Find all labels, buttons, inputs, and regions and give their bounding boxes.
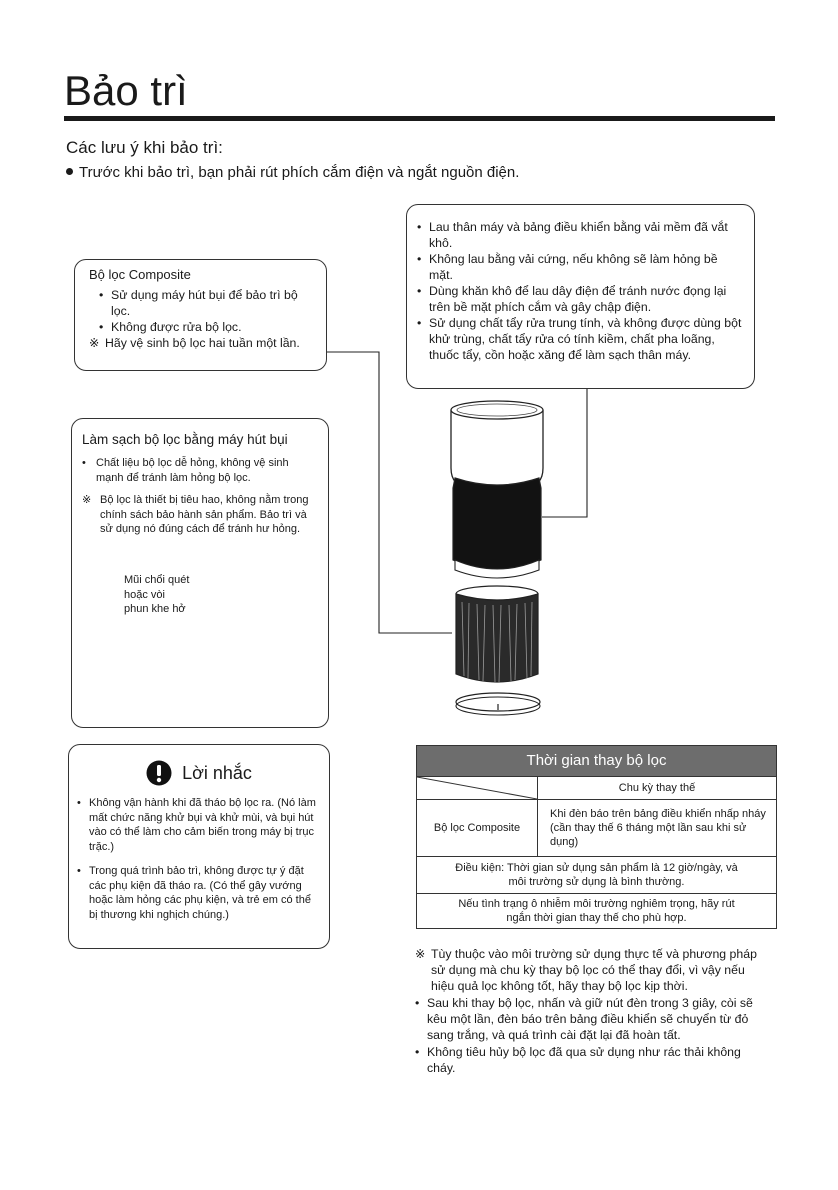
caption-line: hoặc vòi [124,588,165,601]
note-item: ※ Bộ lọc là thiết bị tiêu hao, không nằm trong chính sách bảo hành sản phẩm. Bảo trì và sử dụng nó đúng cách để tránh hư hỏng. [82,493,318,537]
vacuum-cleaning-title: Làm sạch bộ lọc bằng máy hút bụi [82,432,288,447]
list-item: • Trong quá trình bảo trì, không được tự ý đặt các phụ kiện đã tháo ra. (Có thể gây vướng hoặc làm hỏng các phụ kiện, và trẻ em có thể bị thương khi nghịch chúng.) [77,864,319,922]
body-care-box [406,204,755,389]
list-item: • Không lau bằng vải cứng, nếu không sẽ làm hỏng bề mặt. [417,251,742,283]
vacuum-cleaning-box [71,418,329,728]
composite-filter-box [74,259,327,371]
list-item: • Không tiêu hủy bộ lọc đã qua sử dụng như rác thải không cháy. [415,1044,760,1076]
filter-replacement-table [416,745,777,929]
brush-nozzle-caption [124,573,189,617]
intro-bullet-text: Trước khi bảo trì, bạn phải rút phích cắm điện và ngắt nguồn điện. [79,164,520,181]
list-item: • Sau khi thay bộ lọc, nhấn và giữ nút đèn trong 3 giây, còi sẽ kêu một lần, đèn báo trên bảng điều khiển sẽ chuyển từ đỏ sang trắng, và quá trình cài đặt lại đã hoàn tất. [415,995,760,1043]
maintenance-subheading: Các lưu ý khi bảo trì: [66,138,223,157]
body-connector-line [542,389,587,517]
exclamation-icon [146,760,172,786]
caption-line: Mũi chổi quét [124,574,190,586]
table-corner-cell [417,777,538,800]
note-item: ※ Tùy thuộc vào môi trường sử dụng thực tế và phương pháp sử dụng mà chu kỳ thay bộ lọc có thể thay đổi, vì vậy nếu hiệu quả lọc không tốt, hãy thay bộ lọc kịp thời. [415,946,760,994]
table-row-value: Khi đèn báo trên bảng điều khiển nhấp nháy (cần thay thế 6 tháng một lần sau khi sử dụng) [538,800,777,857]
table-condition: Điều kiện: Thời gian sử dụng sản phẩm là 12 giờ/ngày, và môi trường sử dụng là bình thường. [417,857,777,894]
diagonal-line [417,777,537,799]
list-item: • Không được rửa bộ lọc. [99,319,316,335]
reminder-header [69,759,329,787]
table-row-label: Bộ lọc Composite [417,800,538,857]
table-title: Thời gian thay bộ lọc [417,746,777,777]
composite-filter-title: Bộ lọc Composite [89,267,191,282]
body-care-list [417,219,742,363]
filter-base-ring [456,693,540,715]
list-item: • Lau thân máy và bảng điều khiển bằng vải mềm đã vắt khô. [417,219,742,251]
table-advice: Nếu tình trạng ô nhiễm môi trường nghiêm trọng, hãy rút ngắn thời gian thay thế cho phù hợp. [417,894,777,929]
list-item: • Sử dụng máy hút bụi để bảo trì bộ lọc. [99,287,316,319]
table-column-header: Chu kỳ thay thế [538,777,777,800]
composite-filter [456,586,538,682]
vacuum-cleaning-list [82,456,318,537]
bottom-notes-list [415,946,760,1076]
list-item: • Dùng khăn khô để lau dây điện để tránh nước đọng lại trên bề mặt phích cắm và gây chập điện. [417,283,742,315]
reminder-box [68,744,330,949]
list-item: • Chất liệu bộ lọc dễ hỏng, không vệ sinh mạnh để tránh làm hỏng bộ lọc. [82,456,318,485]
purifier-body [451,401,543,578]
bottom-notes [415,946,760,1077]
list-item: • Không vận hành khi đã tháo bộ lọc ra. (Nó làm mất chức năng khử bụi và khử mùi, và bụi hút vào có thể làm cho cảm biến trong máy bị trục trặc.) [77,796,319,854]
reminder-list [77,796,319,932]
list-item: • Sử dụng chất tẩy rửa trung tính, và không được dùng bột khử trùng, chất tẩy rửa có tính kiềm, chất pha loãng, thuốc tẩy, cồn hoặc xăng để làm sạch thân máy. [417,315,742,363]
note-item: ※ Hãy vệ sinh bộ lọc hai tuần một lần. [89,335,316,351]
filter-connector-line [327,352,452,633]
caption-line: phun khe hở [124,603,186,615]
page-title: Bảo trì [64,67,188,114]
composite-filter-list [89,287,316,351]
reminder-title: Lời nhắc [182,763,252,783]
